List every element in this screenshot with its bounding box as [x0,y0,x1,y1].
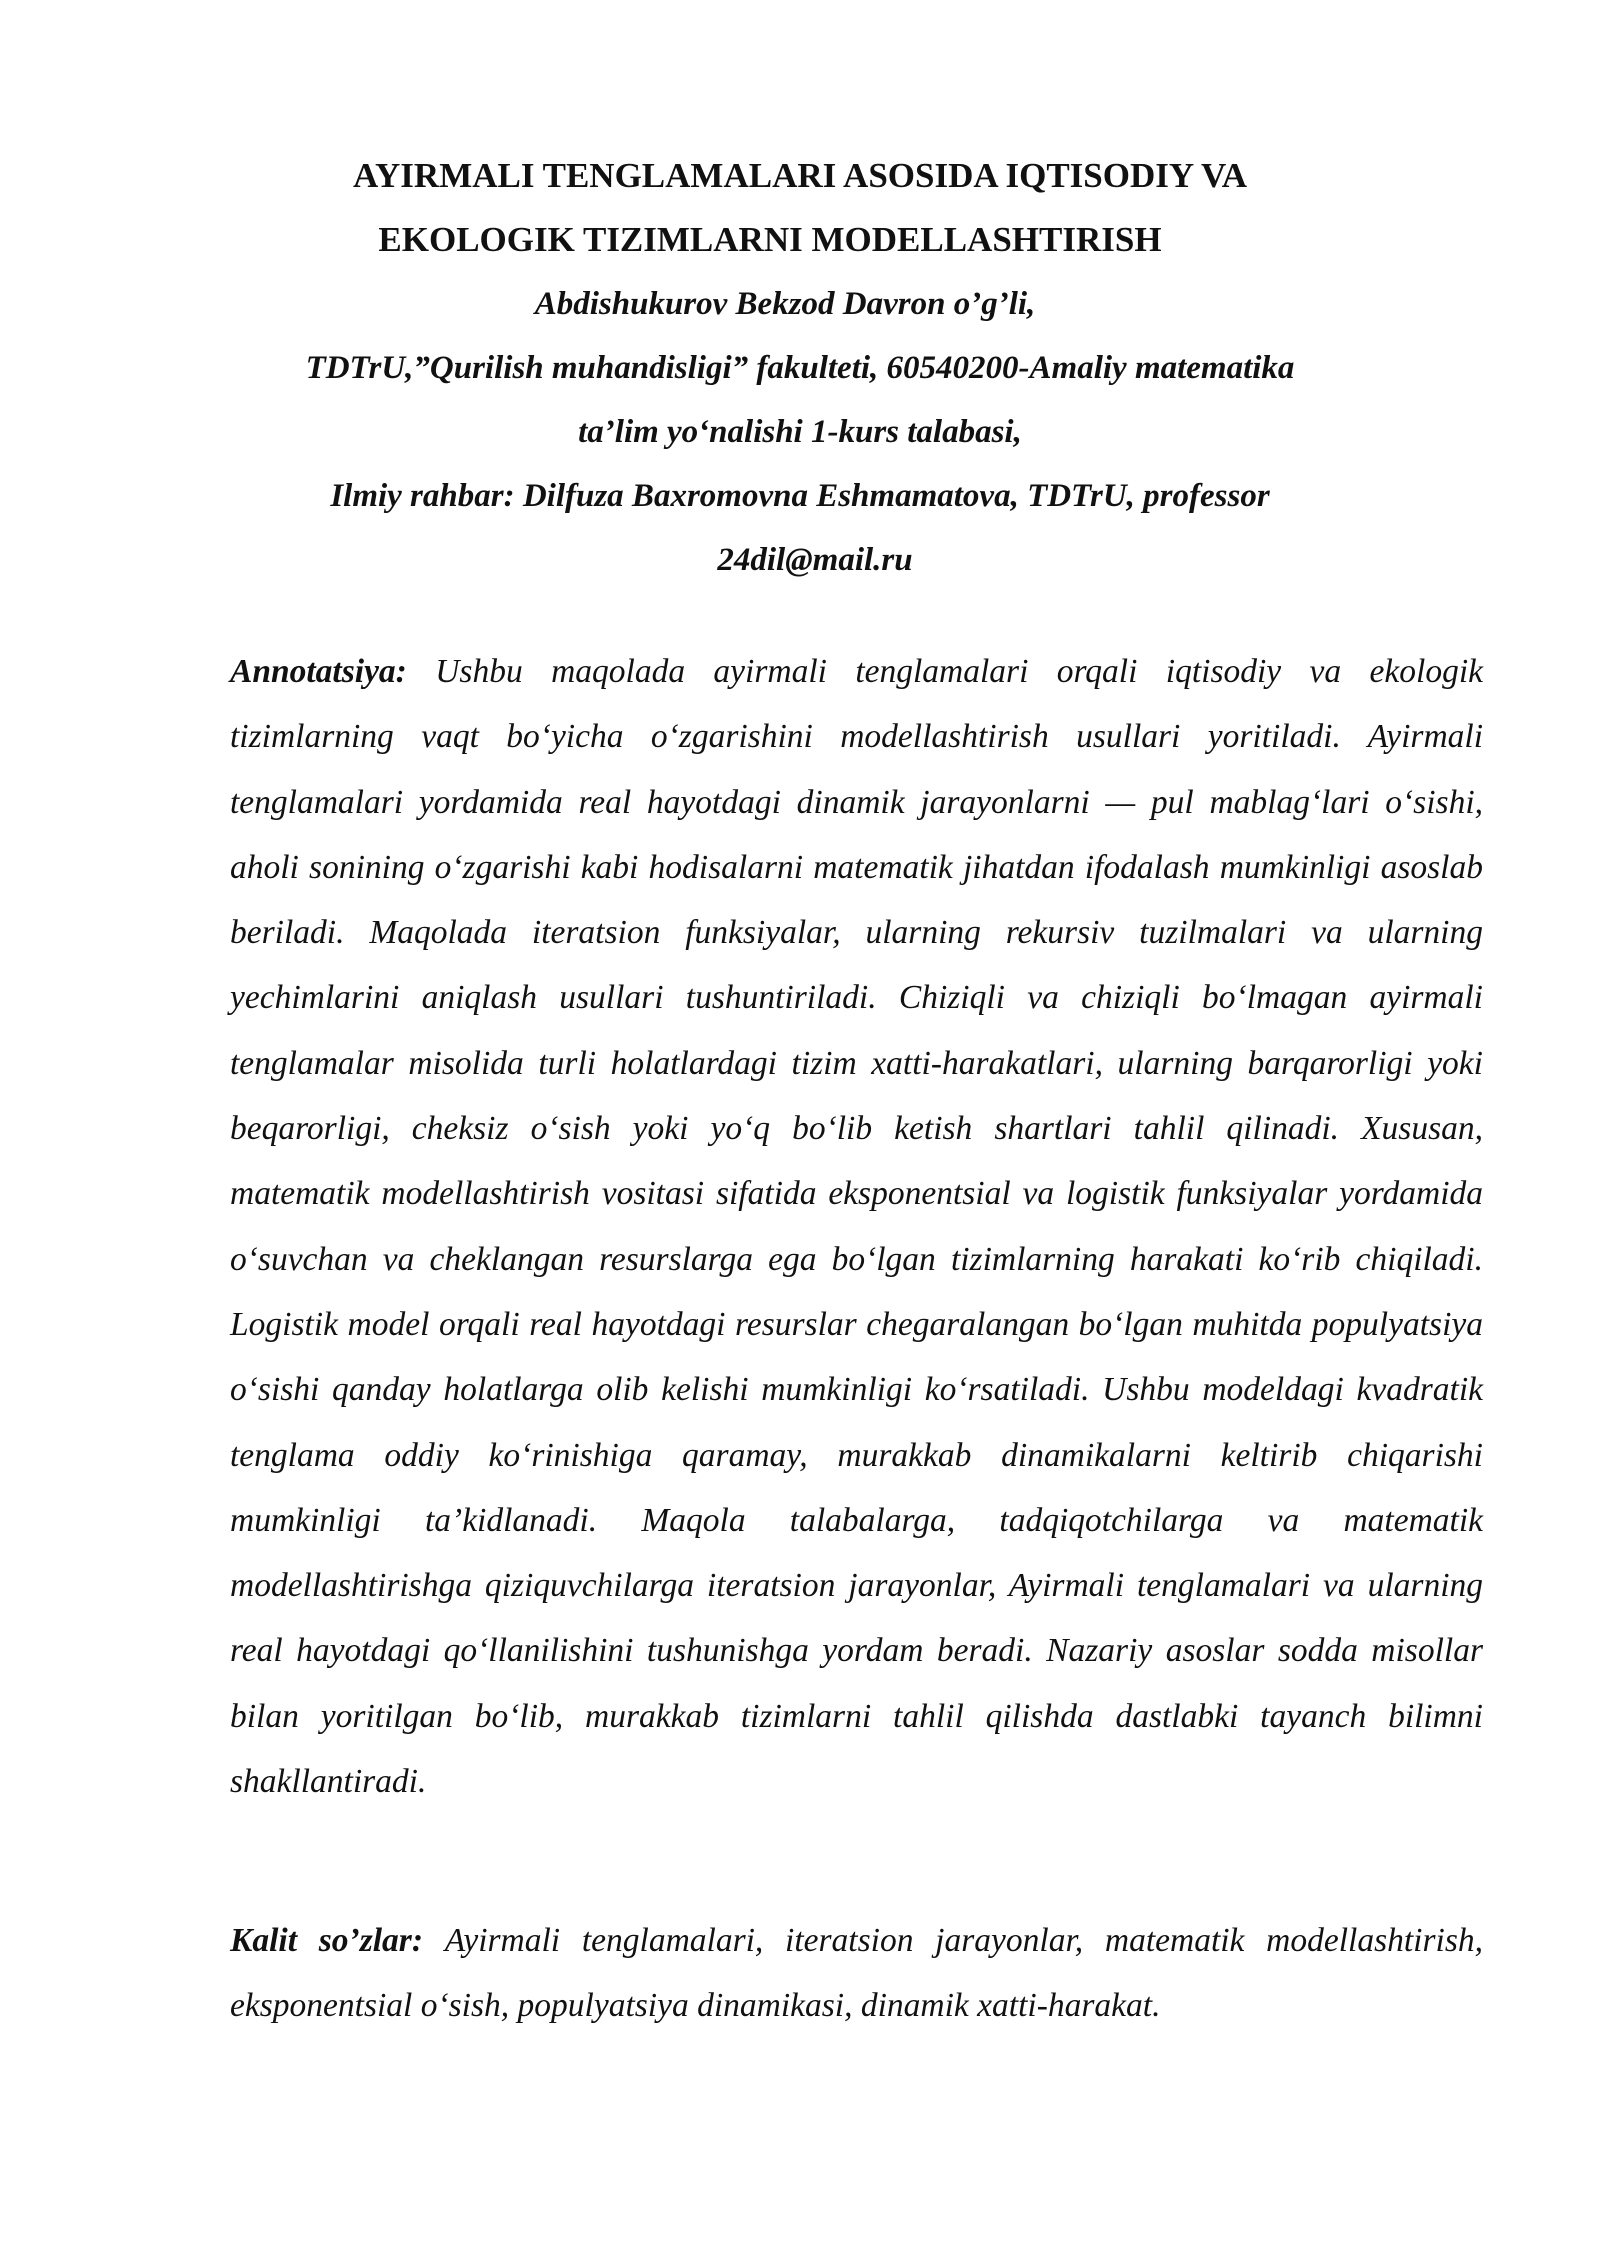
paper-title-line-2: EKOLOGIK TIZIMLARNI MODELLASHTIRISH [378,220,1162,259]
author-affiliation-line-1: TDTrU,”Qurilish muhandisligi” fakulteti, 60540200-Amaliy matematika [305,350,1295,386]
keywords [230,1908,1483,2038]
author-block [200,272,1400,592]
abstract-label: Annotatsiya: [230,653,436,690]
keywords-text: Ayirmali tenglamalari, iteratsion jarayonlar, matematik modellashtirish, eksponentsial o‘sish, populyatsiya dinamikasi, dinamik xatti-harakat. [230,1922,1483,2024]
abstract-text: Ushbu maqolada ayirmali tenglamalari orqali iqtisodiy va ekologik tizimlarning vaqt bo‘yicha o‘zgarishini modellashtirish usullari yoritiladi. Ayirmali tenglamalari yordamida real hayotdagi dinamik jarayonlarni — pul mablag‘lari o‘sishi, aholi sonining o‘zgarishi kabi hodisalarni matematik jihatdan ifodalash mumkinligi asoslab beriladi. Maqolada iteratsion funksiyalar, ularning rekursiv tuzilmalari va ularning yechimlarini aniqlash usullari tushuntiriladi. Chiziqli va chiziqli bo‘lmagan ayirmali tenglamalar misolida turli holatlardagi tizim xatti-harakatlari, ularning barqarorligi yoki beqarorligi, cheksiz o‘sish yoki yo‘q bo‘lib ketish shartlari tahlil qilinadi. Xususan, matematik modellashtirish vositasi sifatida eksponentsial va logistik funksiyalar yordamida o‘suvchan va cheklangan resurslarga ega bo‘lgan tizimlarning harakati ko‘rib chiqiladi. Logistik model orqali real hayotdagi resurslar chegaralangan bo‘lgan muhitda populyatsiya o‘sishi qanday holatlarga olib kelishi mumkinligi ko‘rsatiladi. Ushbu modeldagi kvadratik tenglama oddiy ko‘rinishiga qaramay, murakkab dinamikalarni keltirib chiqarishi mumkinligi ta’kidlanadi. Maqola talabalarga, tadqiqotchilarga va matematik modellashtirishga qiziquvchilarga iteratsion jarayonlar, Ayirmali tenglamalari va ularning real hayotdagi qo‘llanilishini tushunishga yordam beradi. Nazariy asoslar sodda misollar bilan yoritilgan bo‘lib, murakkab tizimlarni tahlil qilishda dastlabki tayanch bilimni shakllantiradi. [230,653,1484,1801]
abstract [230,639,1483,1814]
paper-title-line-1: AYIRMALI TENGLAMALARI ASOSIDA IQTISODIY VA [352,156,1248,195]
keywords-label: Kalit so’zlar: [230,1922,445,1959]
supervisor: Ilmiy rahbar: Dilfuza Baxromovna Eshmamatova, TDTrU, professor [330,478,1270,514]
author-name: Abdishukurov Bekzod Davron o’g’li, [534,286,1036,322]
paper-title [200,144,1400,272]
author-email: 24dil@mail.ru [717,542,913,578]
author-affiliation-line-2: ta’lim yo‘nalishi 1-kurs talabasi, [578,414,1022,450]
